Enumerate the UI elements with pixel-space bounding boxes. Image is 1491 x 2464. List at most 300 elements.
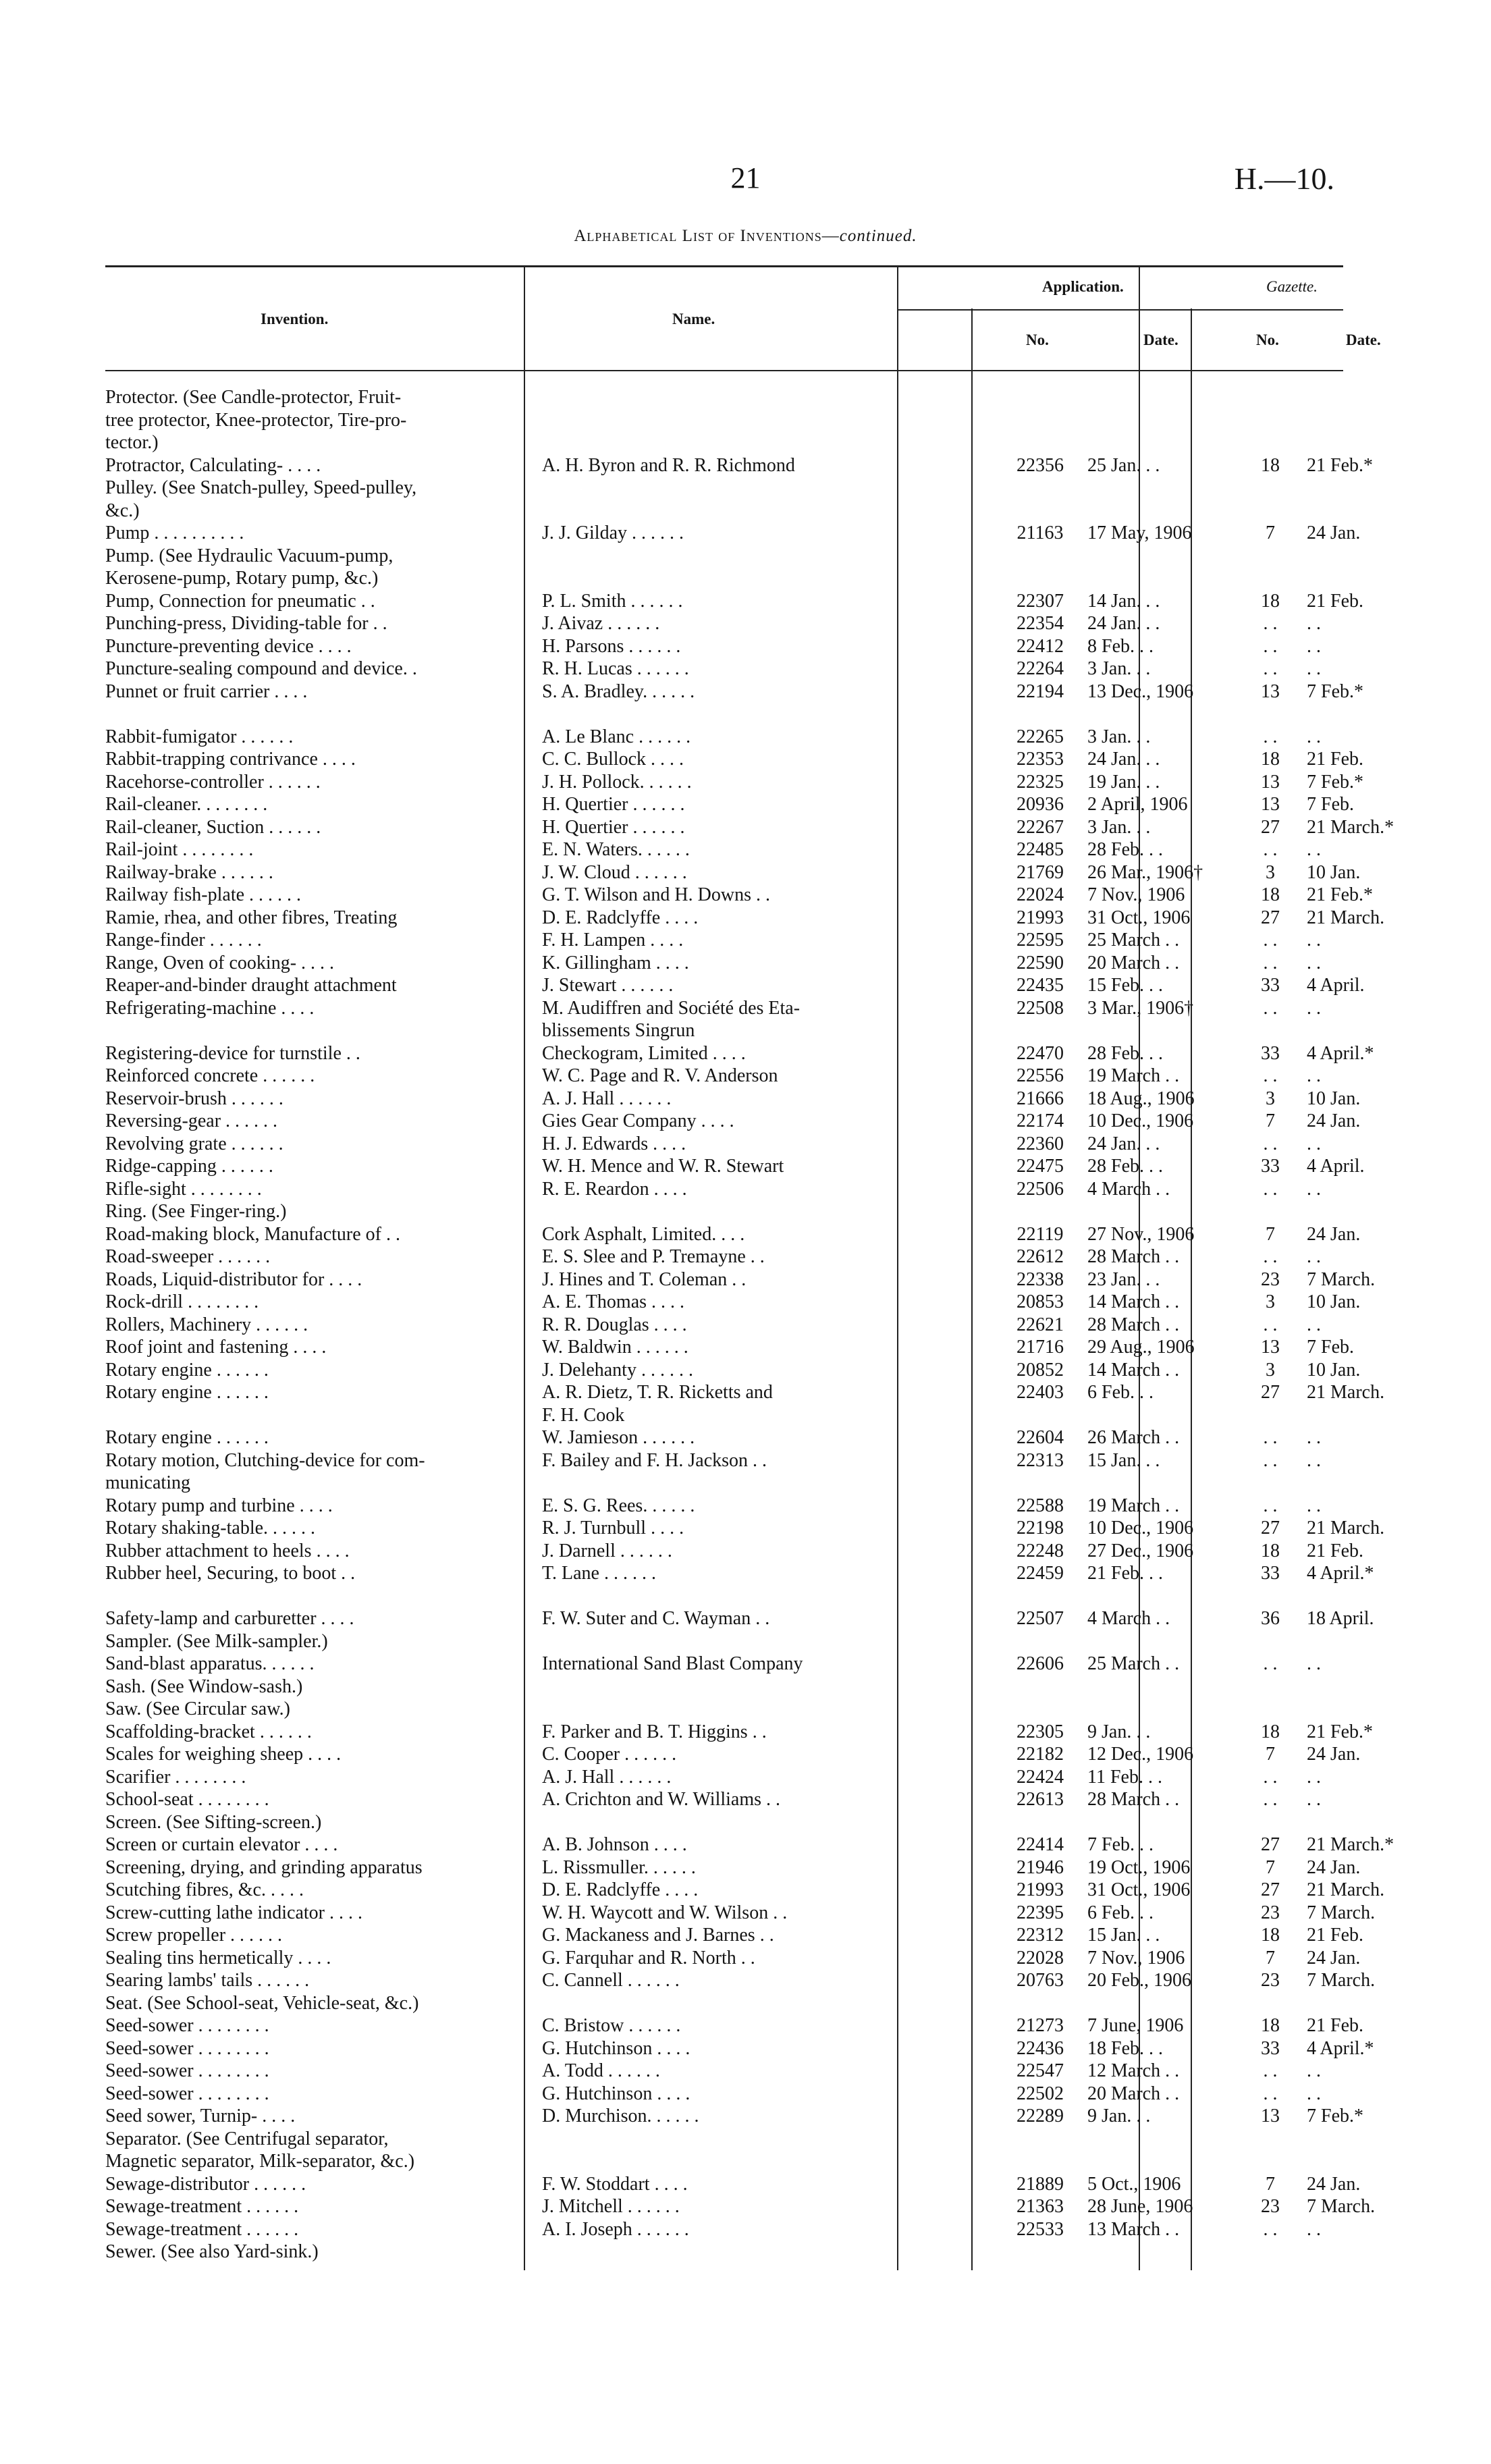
cell-gdate: . . [1307,2083,1321,2104]
cell-invention: Seed sower, Turnip- . . . . [105,2106,296,2126]
table-row [105,1856,1361,1879]
cell-invention: Rotary motion, Clutching-device for com- [105,1449,425,1471]
cell-date: 27 Dec., 1906 [1087,1540,1194,1561]
cell-date: 20 Feb., 1906 [1087,1970,1191,1991]
cell-invention: Sampler. (See Milk-sampler.) [105,1630,328,1652]
cell-gno: 33 [1261,1156,1280,1177]
cell-date: 25 Jan. . . [1087,454,1160,476]
cell-no: 22338 [1016,1268,1064,1290]
cell-no: 21946 [1016,1856,1064,1878]
header-name: Name. [672,311,715,327]
cell-no: 21163 [1016,523,1064,543]
cell-gno: . . [1263,2060,1278,2081]
cell-date: 14 Jan. . . [1087,590,1160,612]
cell-no: 22313 [1016,1449,1064,1471]
cell-date: 11 Feb. . . [1087,1766,1162,1788]
cell-gdate: 21 March. [1307,907,1385,928]
cell-gno: 33 [1261,1563,1280,1584]
cell-name: J. W. Cloud . . . . . . [542,861,687,883]
cell-invention: Puncture-preventing device . . . . [105,635,352,657]
cell-invention: Punching-press, Dividing-table for . . [105,613,387,634]
cell-name: J. Darnell . . . . . . [542,1540,672,1561]
table-row [105,838,1343,861]
cell-name: C. Bristow . . . . . . [542,2015,681,2036]
cell-gdate: 4 April. [1307,1156,1365,1177]
cell-name: D. Murchison. . . . . . [542,2106,699,2126]
cell-gdate: 21 March.* [1307,816,1394,838]
table-row [105,2060,1343,2083]
cell-no: 21363 [1016,2196,1064,2217]
table-row [105,1585,1343,1608]
table-row [105,1042,1374,1065]
cell-name: E. S. G. Rees. . . . . . [542,1495,695,1516]
cell-gdate: 21 March. [1307,1879,1385,1900]
cell-no: 22289 [1016,2106,1064,2126]
cell-gno: . . [1263,1427,1278,1448]
table-row [105,680,1363,703]
cell-invention: Puncture-sealing compound and device. . [105,658,417,679]
cell-invention: Sewage-treatment . . . . . . [105,2196,299,2217]
cell-gdate: 7 Feb.* [1307,2106,1363,2126]
page-number: 21 [730,161,761,194]
cell-invention: Rifle-sight . . . . . . . . [105,1178,262,1200]
cell-name: blissements Singrun [542,1020,695,1041]
cell-date: 19 March . . [1087,1065,1180,1086]
cell-invention: Screen or curtain elevator . . . . [105,1834,338,1855]
cell-no: 22024 [1016,884,1064,905]
table-row [105,1698,1343,1721]
cell-no: 21769 [1016,861,1064,883]
cell-gdate: 24 Jan. [1307,1223,1361,1245]
header-invention: Invention. [261,311,329,327]
cell-invention: Railway fish-plate . . . . . . [105,884,302,905]
cell-gdate: . . [1307,1449,1321,1471]
table-row [105,409,1343,432]
cell-date: 7 Feb. . . [1087,1834,1154,1855]
cell-invention: Rabbit-trapping contrivance . . . . [105,749,356,770]
cell-gdate: 21 Feb.* [1307,454,1373,476]
cell-no: 22194 [1016,680,1064,702]
cell-name: W. H. Mence and W. R. Stewart [542,1156,784,1177]
cell-invention: Reinforced concrete . . . . . . [105,1065,315,1086]
cell-date: 25 March . . [1087,930,1180,950]
cell-name: A. E. Thomas . . . . [542,1291,685,1312]
cell-date: 28 March . . [1087,1314,1180,1335]
table-row [105,1721,1373,1744]
cell-gno: 3 [1266,1359,1275,1381]
cell-invention: Roads, Liquid-distributor for . . . . [105,1268,362,1290]
cell-invention: Kerosene-pump, Rotary pump, &c.) [105,568,379,589]
cell-gno: 7 [1266,1947,1275,1968]
table-row [105,431,1343,454]
cell-name: Cork Asphalt, Limited. . . . [542,1223,745,1245]
header-app-no: No. [1026,331,1049,348]
cell-invention: Rotary engine . . . . . . [105,1382,269,1403]
cell-gdate: 10 Jan. [1307,1359,1361,1381]
cell-date: 18 Feb. . . [1087,2037,1163,2059]
cell-gdate: . . [1307,1065,1321,1086]
cell-gno: 13 [1261,771,1280,793]
cell-name: A. B. Johnson . . . . [542,1834,687,1855]
cell-name: F. Bailey and F. H. Jackson . . [542,1449,767,1471]
cell-name: R. R. Douglas . . . . [542,1314,687,1335]
cell-no: 21993 [1016,1879,1064,1900]
cell-gno: . . [1263,839,1278,860]
cell-name: A. J. Hall . . . . . . [542,1766,672,1788]
cell-no: 22264 [1016,658,1064,679]
table-row [105,1381,1385,1404]
cell-invention: Registering-device for turnstile . . [105,1042,360,1064]
cell-name: A. H. Byron and R. R. Richmond [542,454,795,476]
cell-gno: 27 [1261,907,1280,928]
cell-name: C. C. Bullock . . . . [542,749,684,770]
cell-gdate: 7 Feb.* [1307,680,1363,702]
cell-date: 14 March . . [1087,1359,1180,1381]
cell-invention: Rock-drill . . . . . . . . [105,1291,259,1312]
cell-gno: 23 [1261,2196,1280,2217]
cell-name: A. Todd . . . . . . [542,2060,660,2081]
cell-invention: Rotary engine . . . . . . [105,1359,269,1381]
cell-date: 21 Feb. . . [1087,1563,1163,1584]
cell-invention: Sewer. (See also Yard-sink.) [105,2241,319,2262]
table-row [105,2150,1343,2173]
cell-date: 9 Jan. . . [1087,2106,1151,2126]
table-row [105,386,1343,409]
cell-invention: Railway-brake . . . . . . [105,861,273,883]
cell-invention: Range, Oven of cooking- . . . . [105,952,335,973]
cell-no: 22621 [1016,1314,1064,1335]
cell-invention: Seed-sower . . . . . . . . [105,2037,269,2059]
cell-date: 5 Oct., 1906 [1087,2173,1181,2195]
cell-name: F. W. Stoddart . . . . [542,2173,688,2195]
cell-no: 22470 [1016,1042,1064,1064]
cell-name: F. H. Cook [542,1404,625,1426]
cell-gdate: 7 Feb. [1307,1337,1354,1358]
cell-name: A. Crichton and W. Williams . . [542,1789,781,1810]
cell-invention: Scales for weighing sheep . . . . [105,1744,342,1765]
cell-name: H. Parsons . . . . . . [542,635,681,657]
cell-invention: Rotary pump and turbine . . . . [105,1495,333,1516]
cell-invention: Ring. (See Finger-ring.) [105,1201,287,1222]
table-row [105,748,1363,771]
cell-name: J. J. Gilday . . . . . . [542,523,684,543]
cell-date: 24 Jan. . . [1087,1133,1160,1154]
cell-gno: 3 [1266,1088,1275,1109]
cell-gno: 27 [1261,1518,1280,1538]
cell-gdate: 24 Jan. [1307,1110,1361,1131]
table-row [105,1517,1385,1540]
table-row [105,1766,1343,1789]
cell-gno: . . [1263,2218,1278,2240]
cell-date: 28 June, 1906 [1087,2196,1193,2217]
cell-name: W. Jamieson . . . . . . [542,1427,695,1448]
table-row [105,1155,1365,1178]
cell-no: 22403 [1016,1382,1064,1403]
cell-invention: Screw propeller . . . . . . [105,1925,283,1946]
cell-name: A. J. Hall . . . . . . [542,1088,672,1109]
inventions-table [105,386,1394,2264]
cell-invention: tree protector, Knee-protector, Tire-pro- [105,409,407,431]
cell-invention: Sewage-distributor . . . . . . [105,2173,306,2195]
table-row [105,1178,1343,1201]
table-row [105,793,1354,816]
cell-date: 4 March . . [1087,1608,1170,1629]
cell-name: H. Quertier . . . . . . [542,816,685,838]
table-row [105,1200,1343,1223]
cell-gno: . . [1263,613,1278,634]
table-row [105,703,1343,726]
table-row [105,1359,1361,1382]
cell-no: 22533 [1016,2218,1064,2240]
cell-date: 3 Jan. . . [1087,726,1151,747]
cell-gno: 36 [1261,1608,1280,1629]
cell-gdate: 21 Feb.* [1307,1721,1373,1742]
cell-gno: 27 [1261,1834,1280,1855]
cell-name: G. Hutchinson . . . . [542,2037,690,2059]
cell-date: 28 March . . [1087,1789,1180,1810]
table-row [105,2218,1343,2241]
table-row [105,907,1385,930]
cell-gdate: 24 Jan. [1307,2173,1361,2195]
cell-name: R. E. Reardon . . . . [542,1178,687,1200]
table-row [105,1495,1343,1518]
cell-date: 15 Feb. . . [1087,975,1163,996]
cell-no: 22312 [1016,1925,1064,1946]
cell-gno: 18 [1261,590,1280,612]
cell-invention: Pump. (See Hydraulic Vacuum-pump, [105,545,394,566]
cell-no: 20852 [1016,1359,1064,1381]
header-subrule [897,309,1343,311]
cell-gdate: . . [1307,658,1321,679]
cell-gno: . . [1263,1065,1278,1086]
table-row [105,1924,1363,1947]
cell-date: 10 Dec., 1906 [1087,1110,1194,1131]
cell-no: 21993 [1016,907,1064,928]
cell-gno: . . [1263,1653,1278,1674]
cell-gno: . . [1263,658,1278,679]
cell-gno: 7 [1266,1744,1275,1765]
cell-invention: Seed-sower . . . . . . . . [105,2060,269,2081]
table-row [105,1676,1343,1698]
cell-invention: Racehorse-controller . . . . . . [105,771,321,793]
table-row [105,1562,1374,1585]
cell-no: 22414 [1016,1834,1064,1855]
cell-name: W. C. Page and R. V. Anderson [542,1065,778,1086]
cell-gdate: . . [1307,726,1321,747]
cell-no: 20853 [1016,1291,1064,1312]
cell-invention: Rotary engine . . . . . . [105,1427,269,1448]
cell-gdate: 10 Jan. [1307,1088,1361,1109]
cell-no: 21666 [1016,1088,1064,1109]
cell-invention: Rail-cleaner, Suction . . . . . . [105,816,321,838]
cell-date: 31 Oct., 1906 [1087,1879,1191,1900]
cell-gdate: 24 Jan. [1307,1856,1361,1878]
cell-name: J. Delehanty . . . . . . [542,1359,693,1381]
cell-gno: 13 [1261,2106,1280,2126]
cell-gno: . . [1263,1789,1278,1810]
cell-date: 8 Feb. . . [1087,635,1154,657]
cell-gdate: 7 March. [1307,1970,1376,1991]
cell-invention: Sand-blast apparatus. . . . . . [105,1653,315,1674]
cell-gdate: 21 Feb. [1307,2015,1363,2036]
cell-invention: Scutching fibres, &c. . . . . [105,1879,304,1900]
table-row [105,1404,1343,1427]
cell-name: E. N. Waters. . . . . . [542,839,690,860]
table-row [105,1902,1376,1925]
cell-gno: 7 [1266,523,1275,543]
cell-no: 22424 [1016,1766,1064,1788]
cell-invention: Separator. (See Centrifugal separator, [105,2128,389,2149]
cell-name: D. E. Radclyffe . . . . [542,1879,699,1900]
cell-date: 28 March . . [1087,1246,1180,1267]
cell-no: 21273 [1016,2015,1064,2036]
table-row [105,952,1343,975]
cell-gno: 7 [1266,1856,1275,1878]
table-row [105,2037,1374,2060]
cell-name: H. J. Edwards . . . . [542,1133,686,1154]
table-row [105,1133,1343,1156]
cell-date: 27 Nov., 1906 [1087,1223,1195,1245]
cell-gdate: 4 April.* [1307,1563,1374,1584]
cell-no: 22507 [1016,1608,1064,1629]
cell-invention: Reservoir-brush . . . . . . [105,1088,283,1109]
cell-gdate: 4 April.* [1307,2037,1374,2059]
cell-invention: Screening, drying, and grinding apparatus [105,1856,423,1878]
cell-name: C. Cannell . . . . . . [542,1970,680,1991]
cell-no: 21716 [1016,1337,1064,1358]
cell-gdate: . . [1307,1133,1321,1154]
cell-gdate: . . [1307,930,1321,950]
cell-gdate: 21 March. [1307,1382,1385,1403]
table-row [105,929,1343,952]
cell-date: 9 Jan. . . [1087,1721,1151,1742]
cell-name: L. Rissmuller. . . . . . [542,1856,696,1878]
cell-name: R. J. Turnbull . . . . [542,1518,684,1538]
page-title [0,227,1491,246]
cell-no: 22604 [1016,1427,1064,1448]
cell-invention: Rollers, Machinery . . . . . . [105,1314,308,1335]
cell-invention: Pump, Connection for pneumatic . . [105,590,375,612]
cell-gno: 18 [1261,454,1280,476]
table-row [105,1743,1361,1766]
cell-gno: . . [1263,726,1278,747]
cell-date: 7 Nov., 1906 [1087,1947,1185,1968]
cell-gdate: . . [1307,1314,1321,1335]
cell-no: 22590 [1016,952,1064,973]
cell-gdate: 24 Jan. [1307,1744,1361,1765]
cell-date: 12 March . . [1087,2060,1180,2081]
cell-no: 22198 [1016,1518,1064,1538]
table-row [105,1653,1343,1676]
cell-name: International Sand Blast Company [542,1653,803,1674]
table-row [105,2241,1343,2264]
table-row [105,500,1343,523]
cell-date: 20 March . . [1087,952,1180,973]
cell-gdate: . . [1307,1246,1321,1267]
cell-date: 3 Jan. . . [1087,658,1151,679]
cell-gno: 18 [1261,1721,1280,1742]
cell-gno: 23 [1261,1970,1280,1991]
cell-name: A. I. Joseph . . . . . . [542,2218,689,2240]
cell-name: T. Lane . . . . . . [542,1563,656,1584]
cell-gdate: . . [1307,1427,1321,1448]
cell-gdate: 7 Feb.* [1307,771,1363,793]
cell-gdate: 21 Feb. [1307,590,1363,612]
cell-invention: Rubber attachment to heels . . . . [105,1540,350,1561]
cell-gdate: . . [1307,1653,1321,1674]
cell-name: S. A. Bradley. . . . . . [542,680,695,702]
table-row [105,454,1373,477]
cell-date: 13 Dec., 1906 [1087,680,1194,702]
cell-no: 22502 [1016,2083,1064,2104]
cell-gdate: . . [1307,2218,1321,2240]
cell-invention: Rotary shaking-table. . . . . . [105,1518,316,1538]
cell-invention: Sealing tins hermetically . . . . [105,1947,331,1968]
header-gazette-no: No. [1256,331,1279,348]
cell-no: 22360 [1016,1133,1064,1154]
cell-date: 10 Dec., 1906 [1087,1518,1194,1538]
cell-no: 22307 [1016,590,1064,612]
table-row [105,1472,1343,1495]
cell-invention: Punnet or fruit carrier . . . . [105,680,308,702]
table-row [105,726,1343,749]
cell-gdate: 21 Feb.* [1307,884,1373,905]
cell-date: 24 Jan. . . [1087,613,1160,634]
header-gazette: Gazette. [1266,278,1318,295]
cell-invention: Pump . . . . . . . . . . [105,523,244,543]
cell-gno: 33 [1261,1042,1280,1064]
cell-gno: . . [1263,1178,1278,1200]
cell-name: E. S. Slee and P. Tremayne . . [542,1246,765,1267]
cell-no: 22412 [1016,635,1064,657]
cell-name: P. L. Smith . . . . . . [542,590,683,612]
cell-invention: Ramie, rhea, and other fibres, Treating [105,907,398,928]
cell-gno: . . [1263,1133,1278,1154]
cell-date: 26 March . . [1087,1427,1180,1448]
table-row [105,1992,1343,2015]
cell-gno: . . [1263,1495,1278,1516]
cell-date: 3 Jan. . . [1087,816,1151,838]
cell-name: F. W. Suter and C. Wayman . . [542,1608,770,1629]
cell-invention: Safety-lamp and carburetter . . . . [105,1608,354,1629]
cell-no: 22547 [1016,2060,1064,2081]
cell-gno: 3 [1266,861,1275,883]
cell-gdate: 7 March. [1307,1902,1376,1923]
cell-gno: . . [1263,930,1278,950]
cell-date: 18 Aug., 1906 [1087,1088,1195,1109]
table-row [105,1879,1385,1902]
table-row [105,612,1343,635]
cell-date: 19 Oct., 1906 [1087,1856,1191,1878]
table-row [105,1947,1361,1970]
cell-no: 22475 [1016,1156,1064,1177]
cell-no: 22248 [1016,1540,1064,1561]
cell-no: 22595 [1016,930,1064,950]
table-row [105,1426,1343,1449]
cell-gno: 13 [1261,680,1280,702]
cell-name: Gies Gear Company . . . . [542,1110,734,1131]
table-row [105,1969,1376,1992]
cell-no: 22606 [1016,1653,1064,1674]
cell-invention: Road-making block, Manufacture of . . [105,1223,400,1245]
cell-gdate: . . [1307,1178,1321,1200]
table-row [105,1314,1343,1337]
cell-no: 22612 [1016,1246,1064,1267]
cell-gdate: . . [1307,613,1321,634]
cell-date: 15 Jan. . . [1087,1449,1160,1471]
header-app-date: Date. [1143,331,1178,348]
cell-gdate: 24 Jan. [1307,523,1361,543]
